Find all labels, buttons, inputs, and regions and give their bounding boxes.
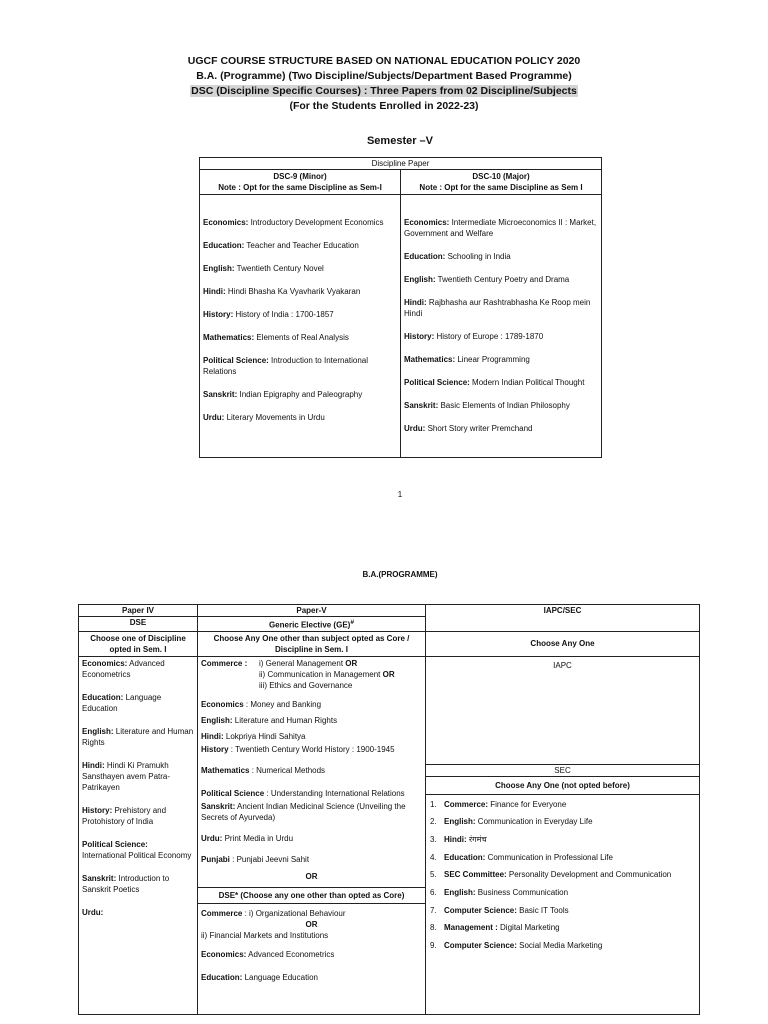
ge-course-entry — [201, 833, 422, 844]
ge-course-entry — [201, 744, 422, 755]
course-entry — [203, 240, 397, 251]
dsc10-course-list — [401, 195, 602, 458]
course-title: History of Europe : 1789-1870 — [436, 332, 544, 341]
course-title: Intermediate Microeconomics II : Market, Government and Welfare — [404, 218, 597, 238]
sec-course-text — [444, 887, 568, 905]
dse-commerce-item-1: : i) Organizational Behaviour — [242, 908, 346, 918]
course-title: Modern Indian Political Thought — [472, 378, 585, 387]
course-subject: Economics: — [404, 218, 450, 227]
dsc10-note: Note : Opt for the same Discipline as Sem I — [419, 183, 583, 192]
course-title: History of India : 1700-1857 — [235, 310, 334, 319]
course-title: Twentieth Century World History : 1900-1945 — [235, 744, 395, 754]
course-title: Business Communication — [477, 888, 569, 898]
ge-subheader-text: Generic Elective (GE) — [268, 620, 351, 630]
dsc9-title: DSC-9 (Minor) — [273, 172, 327, 181]
course-title: Lokpriya Hindi Sahitya — [225, 731, 306, 741]
course-title: Introductory Development Economics — [250, 218, 384, 227]
course-entry — [203, 332, 397, 343]
sec-course-text — [444, 869, 671, 887]
course-subject: Education: — [201, 972, 243, 982]
dsc9-header — [200, 170, 401, 195]
course-title: International Political Economy — [82, 850, 192, 860]
course-title: Advanced Econometrics — [248, 949, 335, 959]
dse-or-label: OR — [305, 919, 318, 929]
ba-programme-table — [78, 604, 700, 1015]
course-title: Rajbhasha aur Rashtrabhasha Ke Roop mein Hindi — [404, 298, 591, 318]
ge-commerce-block — [201, 658, 422, 691]
course-subject: Sanskrit: — [82, 873, 117, 883]
course-title: Digital Marketing — [500, 923, 560, 933]
course-subject: Education: — [444, 852, 486, 862]
sec-course-entry — [430, 922, 695, 940]
course-subject: Hindi: — [404, 298, 427, 307]
ge-course-entry — [201, 801, 422, 823]
or-label: OR — [382, 669, 395, 679]
sec-course-entry — [430, 852, 695, 870]
course-title: Hindi Bhasha Ka Vyavharik Vyakaran — [227, 287, 361, 296]
dse-course-entry — [201, 949, 422, 960]
course-subject: Sanskrit: — [203, 390, 238, 399]
sec-course-text — [444, 799, 566, 817]
course-entry — [203, 217, 397, 228]
course-entry — [203, 355, 397, 377]
sec-course-entry — [430, 834, 695, 852]
iapc-instruction: Choose Any One — [426, 631, 700, 656]
dse-course-entry — [82, 805, 194, 827]
ge-course-entry — [201, 699, 422, 710]
course-subject: Mathematics — [201, 765, 250, 775]
or-label: OR — [345, 658, 358, 668]
or-separator: OR — [305, 871, 318, 881]
course-subject: Education: — [203, 241, 245, 250]
list-number: 4. — [430, 852, 437, 862]
title-line-4: (For the Students Enrolled in 2022-23) — [289, 100, 479, 112]
course-entry — [203, 412, 397, 423]
ge-course-entry — [201, 788, 422, 799]
course-subject: Political Science: — [203, 356, 269, 365]
course-title: Language Education — [82, 692, 162, 713]
dse-course-entry — [82, 658, 194, 680]
dse-subheader: DSE — [79, 617, 198, 632]
course-entry — [203, 286, 397, 297]
course-subject: Hindi: — [203, 287, 226, 296]
ge-footnote-mark: # — [350, 619, 355, 626]
course-title: Literature and Human Rights — [234, 715, 338, 725]
sec-course-text — [444, 816, 593, 834]
list-number: 2. — [430, 817, 437, 827]
dsc9-note: Note : Opt for the same Discipline as Sem-I — [218, 183, 382, 192]
course-title: Linear Programming — [457, 355, 530, 364]
sec-course-list — [426, 795, 699, 958]
course-entry — [203, 263, 397, 274]
ge-commerce-item-text: ii) Communication in Management — [259, 669, 381, 679]
paper5-header: Paper-V — [198, 605, 426, 617]
course-subject: Economics: — [201, 949, 247, 959]
course-separator: : — [229, 854, 237, 864]
course-separator: : — [249, 765, 257, 775]
course-subject: Mathematics: — [203, 333, 255, 342]
sec-course-text — [444, 905, 569, 923]
course-title: Understanding International Relations — [270, 788, 405, 798]
dse-commerce-line-2: ii) Financial Markets and Institutions — [201, 930, 329, 940]
sec-course-text — [444, 940, 602, 958]
course-title: Teacher and Teacher Education — [246, 241, 359, 250]
course-title: रंगमंच — [468, 835, 487, 845]
course-subject: Hindi: — [201, 731, 224, 741]
sec-course-text — [444, 834, 487, 852]
course-subject: Urdu: — [203, 413, 225, 422]
course-subject: Urdu: — [404, 424, 426, 433]
sec-course-text — [444, 852, 613, 870]
course-title: Twentieth Century Poetry and Drama — [437, 275, 570, 284]
discipline-paper-table — [199, 157, 602, 458]
ge-commerce-item — [259, 669, 395, 680]
course-title: Ancient Indian Medicinal Science (Unveiling the Secrets of Ayurveda) — [201, 801, 406, 822]
course-entry — [404, 274, 598, 285]
ge-commerce-item-text: i) General Management — [259, 658, 344, 668]
course-title: Punjabi Jeevni Sahit — [236, 854, 310, 864]
course-subject: English: — [82, 726, 114, 736]
course-title: Literature and Human Rights — [82, 726, 194, 747]
paper5-instruction: Choose Any One other than subject opted as Core / Discipline in Sem. I — [198, 631, 426, 656]
iapc-sec-header: IAPC/SEC — [426, 605, 700, 632]
course-entry — [404, 297, 598, 319]
course-subject: Punjabi — [201, 854, 230, 864]
document-title — [0, 54, 768, 114]
dsc10-title: DSC-10 (Major) — [472, 172, 530, 181]
dse-course-entry — [201, 972, 422, 983]
course-title: Introduction to Sanskrit Poetics — [82, 873, 170, 894]
course-subject: English: — [404, 275, 436, 284]
sec-course-entry — [430, 799, 695, 817]
course-subject: Education: — [404, 252, 446, 261]
paper4-course-list — [79, 656, 198, 1014]
course-title: Hindi Ki Pramukh Sansthayen avem Patra-Patrikayen — [82, 760, 171, 792]
ge-course-entry — [201, 854, 422, 865]
course-subject: Computer Science: — [444, 905, 517, 915]
course-title: Social Media Marketing — [519, 941, 603, 951]
course-subject: Urdu: — [201, 833, 223, 843]
title-highlight: DSC (Discipline Specific Courses) : Three Papers from 02 Discipline/Subjects — [191, 85, 577, 97]
list-number: 1. — [430, 799, 437, 809]
course-subject: History: — [203, 310, 234, 319]
course-subject: Political Science: — [82, 839, 148, 849]
paper4-header: Paper IV — [79, 605, 198, 617]
course-subject: Political Science: — [404, 378, 470, 387]
course-entry — [404, 217, 598, 239]
sec-instruction: Choose Any One (not opted before) — [426, 777, 699, 795]
course-title: Literary Movements in Urdu — [226, 413, 325, 422]
course-subject: Computer Science: — [444, 941, 517, 951]
course-subject: Sanskrit: — [404, 401, 439, 410]
course-separator: : — [264, 788, 271, 798]
sec-course-entry — [430, 869, 695, 887]
course-title: Print Media in Urdu — [224, 833, 294, 843]
course-title: Prehistory and Protohistory of India — [82, 805, 167, 826]
course-separator: : — [228, 744, 236, 754]
list-number: 5. — [430, 870, 437, 880]
course-entry — [404, 251, 598, 262]
course-title: Personality Development and Communication — [508, 870, 672, 880]
course-title: Numerical Methods — [256, 765, 326, 775]
course-subject: English: — [444, 888, 476, 898]
list-number: 7. — [430, 905, 437, 915]
dse-course-entry — [82, 839, 194, 861]
course-subject: Economics — [201, 699, 244, 709]
course-entry — [404, 354, 598, 365]
sec-label: SEC — [426, 764, 699, 777]
dsc9-course-list — [200, 195, 401, 458]
dse-course-entry — [82, 692, 194, 714]
course-title: Short Story writer Premchand — [427, 424, 533, 433]
course-subject: Hindi: — [82, 760, 105, 770]
course-entry — [203, 389, 397, 400]
course-title: Finance for Everyone — [490, 799, 567, 809]
course-subject: English: — [444, 817, 476, 827]
dsc10-header — [401, 170, 602, 195]
sec-course-entry — [430, 905, 695, 923]
ge-commerce-item — [259, 658, 395, 669]
course-title: Language Education — [244, 972, 318, 982]
course-title: Basic IT Tools — [519, 905, 569, 915]
section-title: B.A.(PROGRAMME) — [362, 570, 438, 579]
course-subject: Political Science — [201, 788, 265, 798]
paper5-course-list — [198, 656, 426, 1014]
discipline-paper-title: Discipline Paper — [200, 158, 602, 170]
ge-course-entry — [201, 765, 422, 776]
dse-commerce-label: Commerce — [201, 908, 243, 918]
course-subject: Hindi: — [444, 835, 467, 845]
list-number: 9. — [430, 941, 437, 951]
course-separator: : — [243, 699, 251, 709]
course-title: Communication in Professional Life — [487, 852, 613, 862]
sec-course-text — [444, 922, 560, 940]
course-subject: History: — [404, 332, 435, 341]
dse-course-entry — [82, 726, 194, 748]
course-subject: SEC Committee: — [444, 870, 507, 880]
semester-heading: Semester –V — [366, 135, 434, 147]
page-number: 1 — [397, 490, 403, 499]
course-entry — [404, 377, 598, 388]
dse-commerce-line-1 — [201, 908, 422, 919]
title-line-3 — [0, 84, 768, 99]
course-title: Basic Elements of Indian Philosophy — [440, 401, 570, 410]
course-subject: Management : — [444, 923, 498, 933]
course-subject: Mathematics: — [404, 355, 456, 364]
sec-course-entry — [430, 940, 695, 958]
ge-commerce-item: iii) Ethics and Governance — [259, 680, 353, 690]
ge-course-entry — [201, 715, 422, 726]
course-subject: English: — [201, 715, 233, 725]
course-title: Introduction to International Relations — [203, 356, 368, 376]
course-subject: Commerce: — [444, 799, 489, 809]
ge-course-entry — [201, 731, 422, 742]
dse-course-entry — [82, 760, 194, 793]
title-line-2: B.A. (Programme) (Two Discipline/Subjects/Department Based Programme) — [196, 70, 572, 82]
ge-commerce-label: Commerce : — [201, 658, 248, 668]
list-number: 8. — [430, 923, 437, 933]
course-entry — [404, 423, 598, 434]
iapc-label: IAPC — [553, 660, 572, 670]
title-line-1: UGCF COURSE STRUCTURE BASED ON NATIONAL EDUCATION POLICY 2020 — [187, 55, 581, 67]
dse-star-header: DSE* (Choose any one other than opted as Core) — [198, 887, 425, 904]
course-title: Indian Epigraphy and Paleography — [239, 390, 363, 399]
course-subject: History — [201, 744, 229, 754]
course-entry — [203, 309, 397, 320]
course-entry — [404, 331, 598, 342]
course-subject: Economics: — [203, 218, 249, 227]
course-subject: English: — [203, 264, 235, 273]
course-entry — [404, 400, 598, 411]
course-subject: Urdu: — [82, 907, 104, 917]
course-subject: Education: — [82, 692, 124, 702]
course-title: Twentieth Century Novel — [236, 264, 324, 273]
course-subject: Economics: — [82, 658, 128, 668]
dse-course-entry — [82, 873, 194, 895]
course-title: Advanced Econometrics — [82, 658, 165, 679]
course-title: Communication in Everyday Life — [477, 817, 593, 827]
ge-subheader — [198, 617, 426, 632]
dse-course-entry — [82, 907, 194, 918]
list-number: 3. — [430, 835, 437, 845]
paper4-instruction: Choose one of Discipline opted in Sem. I — [79, 631, 198, 656]
course-subject: Sanskrit: — [201, 801, 236, 811]
course-title: Elements of Real Analysis — [256, 333, 349, 342]
list-number: 6. — [430, 888, 437, 898]
course-title: Money and Banking — [250, 699, 322, 709]
course-title: Schooling in India — [447, 252, 511, 261]
course-subject: History: — [82, 805, 113, 815]
iapc-sec-column — [426, 656, 700, 1014]
sec-course-entry — [430, 887, 695, 905]
sec-course-entry — [430, 816, 695, 834]
